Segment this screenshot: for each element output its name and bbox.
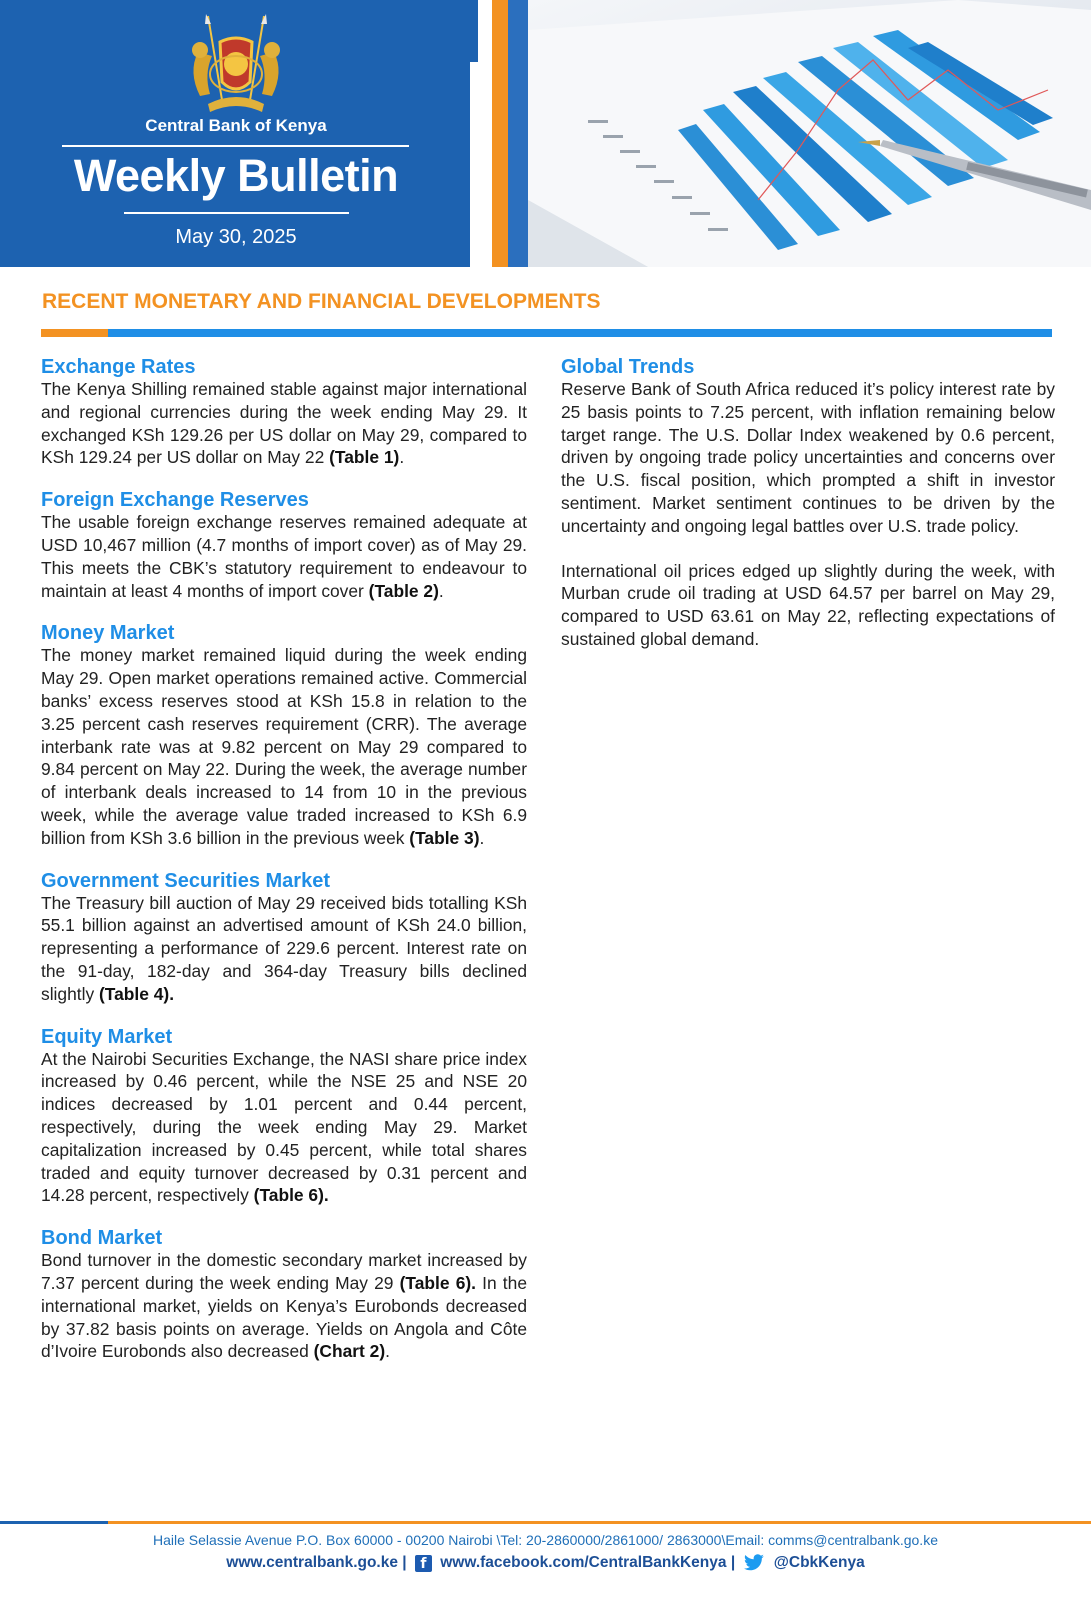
- money-market-section: [41, 622, 527, 849]
- table-reference: (Table 3): [409, 827, 480, 848]
- footer-address: Haile Selassie Avenue P.O. Box 60000 - 00200 Nairobi \Tel: 20-2860000/2861000/ 2863000\Email: comms@centralbank.go.ke: [153, 1532, 938, 1548]
- section-paragraph: The Treasury bill auction of May 29 received bids totalling KSh 55.1 billion against an advertised amount of KSh 24.0 billion, representing a performance of 229.6 percent. Interest rate on the 91-day, 182-day and 364-day Treasury bills declined slightly (Table 4).: [41, 892, 527, 1004]
- equity-market-section: [41, 1026, 527, 1208]
- footer-rule-orange: [0, 1521, 1091, 1524]
- header-divider-top: [62, 145, 409, 147]
- exchange-rates-section: [41, 356, 527, 469]
- table-reference: (Table 1): [329, 447, 400, 468]
- foreign-exchange-reserves-section: [41, 489, 527, 602]
- left-column: [41, 356, 527, 1383]
- section-heading: Equity Market: [41, 1025, 173, 1048]
- header-stripe-blue: [508, 0, 528, 267]
- table-reference: (Table 6).: [399, 1272, 476, 1293]
- section-heading: Exchange Rates: [41, 356, 196, 378]
- section-paragraph: The Kenya Shilling remained stable against major international and regional currencies during the week ending May 29. It exchanged KSh 129.26 per US dollar on May 29, compared to KSh 129.24 per US dollar on May 22 (Table 1).: [41, 379, 527, 468]
- bond-market-section: [41, 1227, 527, 1363]
- header-stripe-white: [470, 62, 480, 267]
- global-trends-section: [561, 356, 1055, 651]
- table-reference: (Table 6).: [253, 1185, 329, 1206]
- section-paragraph: At the Nairobi Securities Exchange, the NASI share price index increased by 0.46 percent, while the NSE 25 and NSE 20 indices decreased by 1.01 percent and 0.44 percent, respectively, during the week ending May 29. Market capitalization increased by 0.45 percent, while total shares traded and equity turnover decreased by 0.31 percent and 14.28 percent, respectively (Table 6).: [41, 1048, 527, 1206]
- footer-rule-blue: [0, 1521, 108, 1524]
- bulletin-title: Weekly Bulletin: [73, 150, 399, 201]
- twitter-handle-link[interactable]: @CbkKenya: [773, 1554, 865, 1571]
- header-stripe-orange: [492, 0, 508, 267]
- section-heading: Government Securities Market: [41, 869, 330, 892]
- section-paragraph: The usable foreign exchange reserves remained adequate at USD 10,467 million (4.7 months of import cover) as of May 29. This meets the CBK’s statutory requirement to endeavour to maintain at least 4 months of import cover (Table 2).: [41, 512, 527, 601]
- facebook-icon: f: [415, 1555, 432, 1572]
- section-paragraph: Reserve Bank of South Africa reduced it’s policy interest rate by 25 basis points to 7.25 percent, with inflation remaining below target range. The U.S. Dollar Index weakened by 0.6 percent, driven by ongoing trade policy uncertainties and concerns over the U.S. fiscal position, which prompted a shift in investor sentiment. Market sentiment continues to be driven by the uncertainty and ongoing legal battles over U.S. trade policy.: [561, 379, 1055, 536]
- kenya-coat-of-arms-icon: [178, 12, 294, 116]
- table-reference: (Table 4).: [99, 983, 175, 1004]
- header-banner: [0, 0, 1091, 267]
- section-heading: Bond Market: [41, 1227, 163, 1250]
- table-reference: (Table 2): [368, 580, 439, 601]
- section-heading: Money Market: [41, 622, 175, 645]
- header-divider-bottom: [124, 212, 349, 214]
- section-paragraph: International oil prices edged up slightly during the week, with Murban crude oil trading at USD 64.57 per barrel on May 29, compared to USD 63.61 on May 22, reflecting expectations of sustained global demand.: [561, 560, 1055, 649]
- section-heading: Foreign Exchange Reserves: [41, 489, 309, 512]
- bulletin-date: May 30, 2025: [175, 226, 297, 248]
- section-paragraph: The money market remained liquid during the week ending May 29. Open market operations remained active. Commercial banks’ excess reserves stood at KSh 15.8 in relation to the 3.25 percent cash reserves requirement (CRR). The average interbank rate was at 9.82 percent on May 29 compared to 9.84 percent on May 22. During the week, the average number of interbank deals increased to 14 from 10 in the previous week, while the average value traded increased to KSh 6.9 billion from KSh 3.6 billion in the previous week (Table 3).: [41, 645, 527, 848]
- twitter-icon: [743, 1554, 765, 1572]
- government-securities-section: [41, 870, 527, 1006]
- section-rule-blue: [108, 329, 1052, 337]
- chart-reference: (Chart 2): [313, 1341, 386, 1362]
- section-rule-orange: [41, 329, 108, 337]
- website-link[interactable]: www.centralbank.go.ke |: [226, 1554, 407, 1571]
- header-chart-photo: [528, 0, 1091, 267]
- right-column: [561, 356, 1055, 671]
- section-paragraph: Bond turnover in the domestic secondary market increased by 7.37 percent during the week ending May 29 (Table 6). In the international market, yields on Kenya’s Eurobonds decreased by 37.82 basis points on average. Yields on Angola and Côte d’Ivoire Eurobonds also decreased (Chart 2).: [41, 1250, 527, 1362]
- organization-name: Central Bank of Kenya: [145, 116, 327, 135]
- footer-links: [0, 1554, 1091, 1572]
- section-title: RECENT MONETARY AND FINANCIAL DEVELOPMENTS: [42, 290, 601, 313]
- facebook-link[interactable]: www.facebook.com/CentralBankKenya |: [440, 1554, 736, 1571]
- section-heading: Global Trends: [561, 356, 695, 378]
